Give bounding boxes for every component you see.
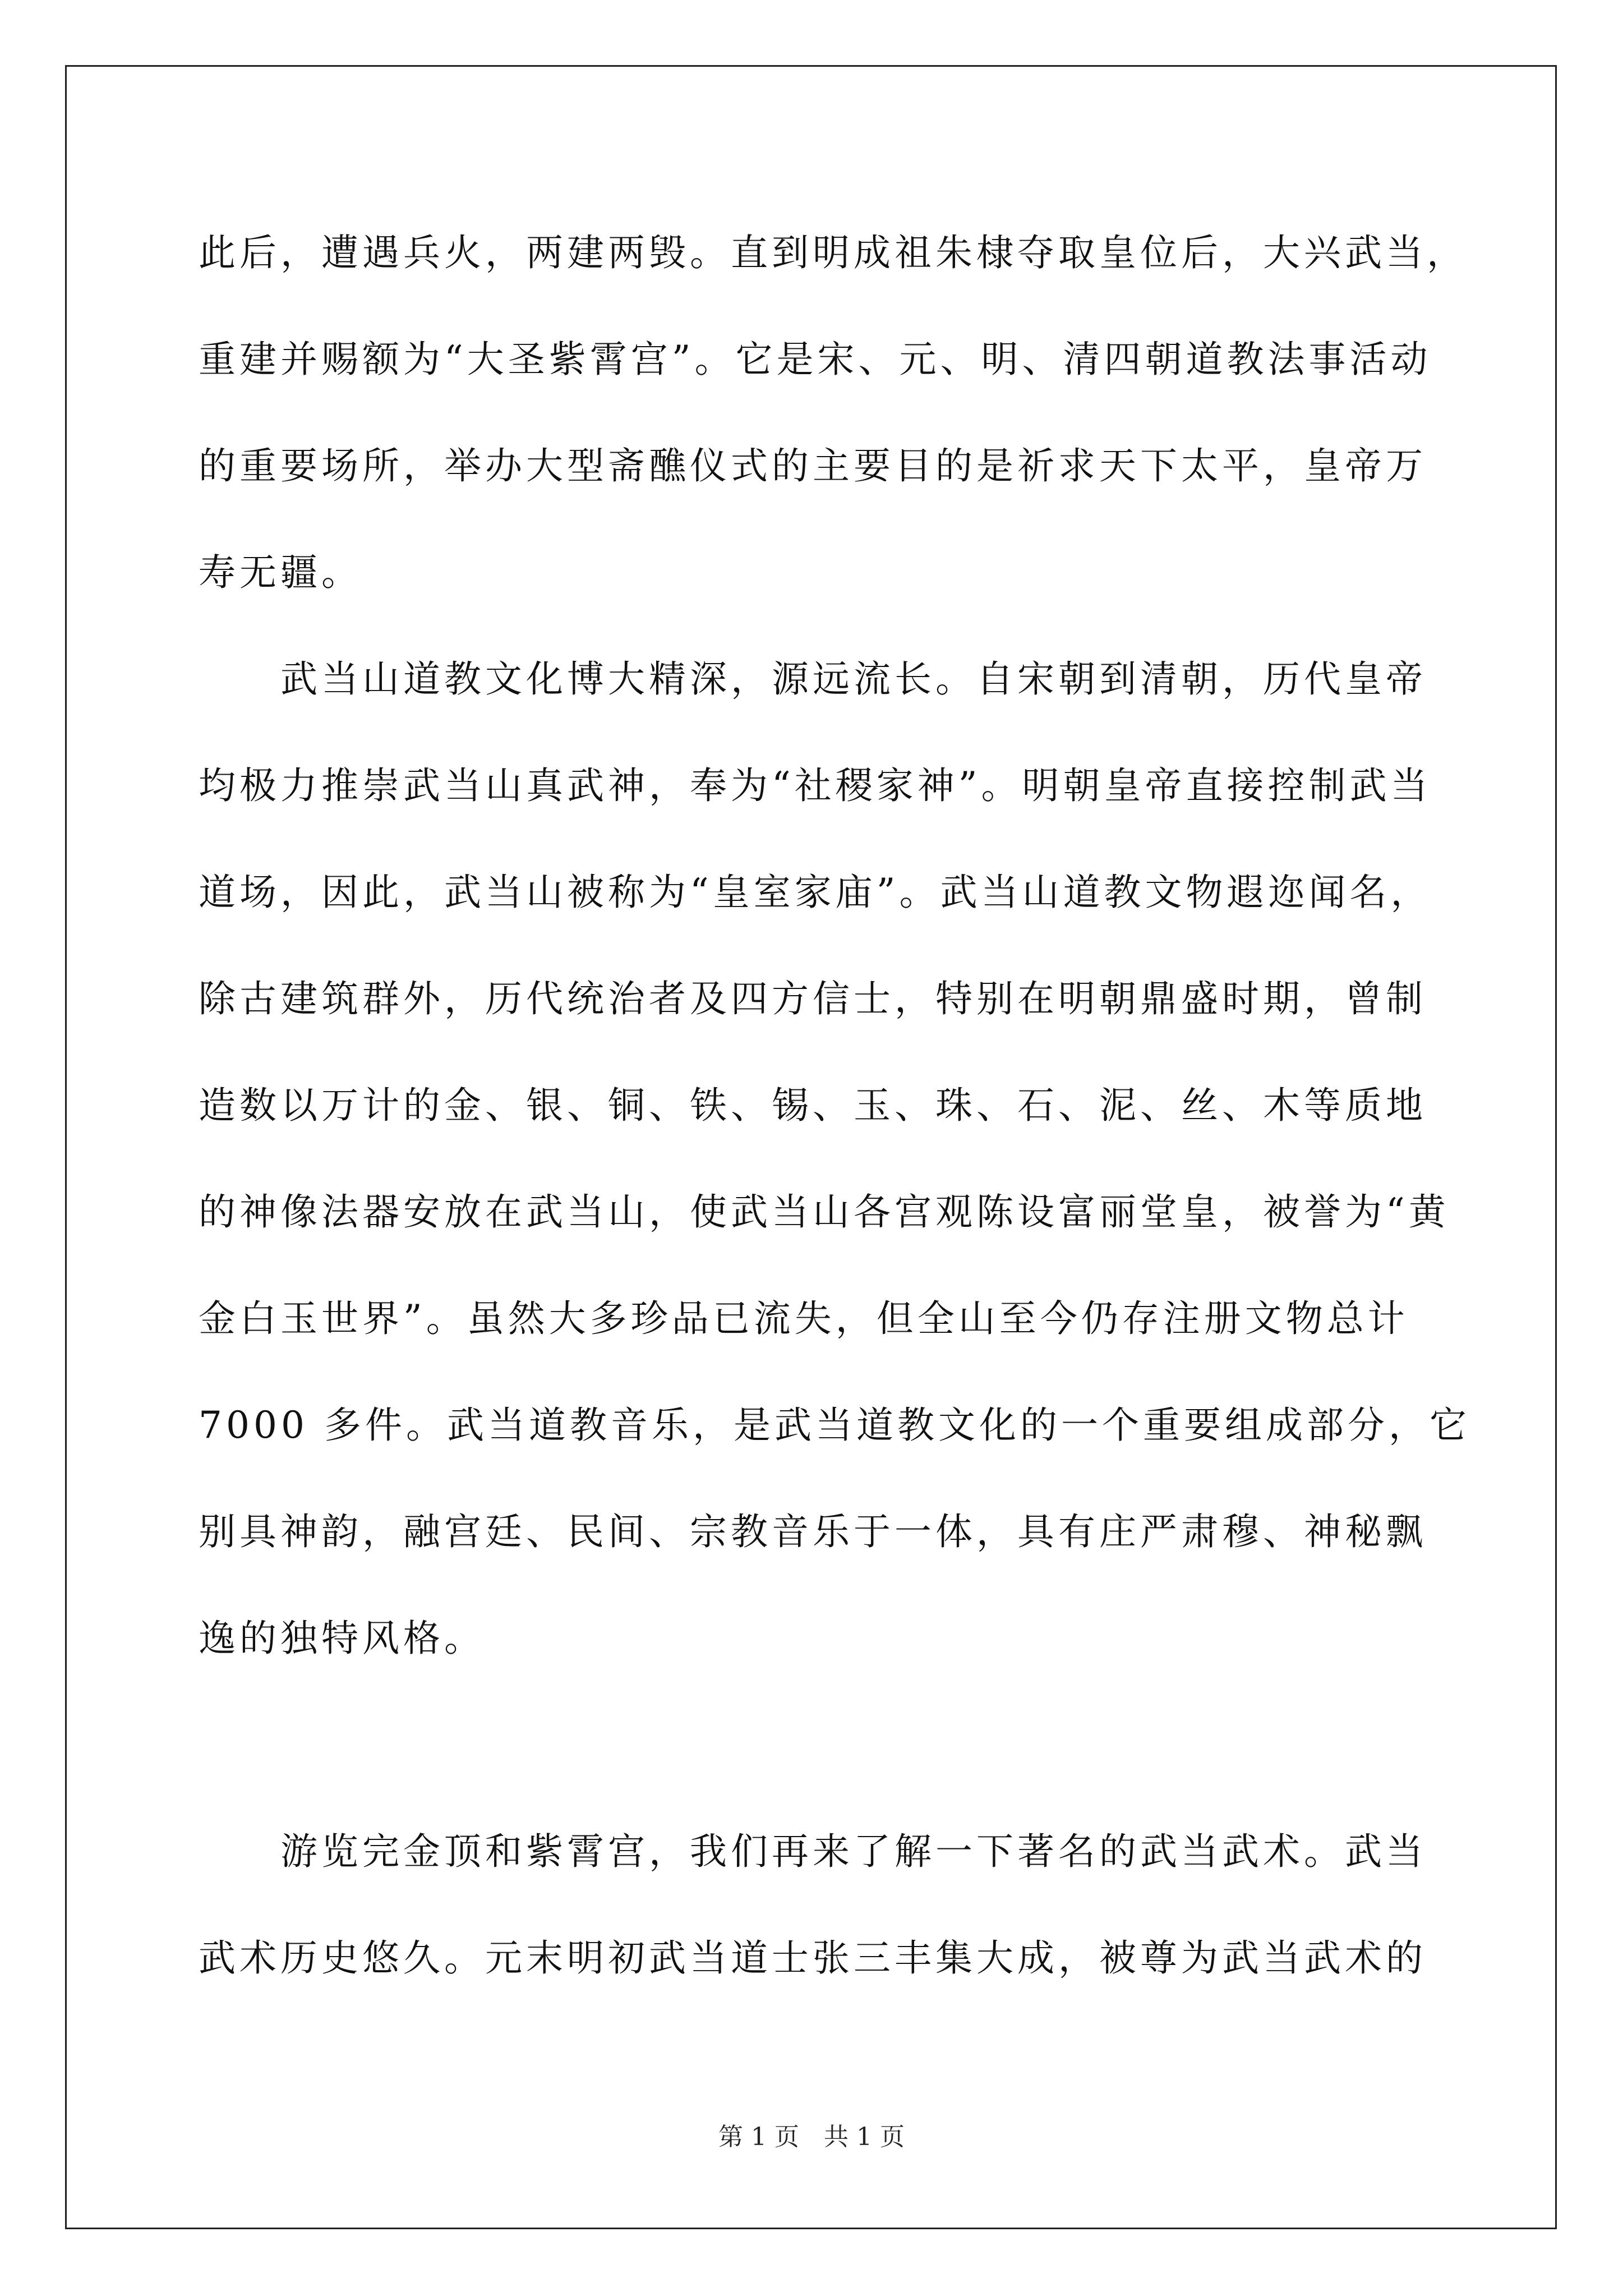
paragraph-gap	[199, 1692, 1432, 1798]
text-line: 别具神韵，融宫廷、民间、宗教音乐于一体，具有庄严肃穆、神秘飘	[199, 1510, 1427, 1553]
text-line: 金白玉世界”。虽然大多珍品已流失，但全山至今仍存注册文物总计	[199, 1297, 1409, 1340]
text-line: 除古建筑群外，历代统治者及四方信士，特别在明朝鼎盛时期，曾制	[199, 977, 1427, 1020]
text-line: 的重要场所，举办大型斋醮仪式的主要目的是祈求天下太平，皇帝万	[199, 444, 1427, 487]
text-line: 武当山道教文化博大精深，源远流长。自宋朝到清朝，历代皇帝	[280, 657, 1427, 701]
text-line: 道场，因此，武当山被称为“皇室家庙”。武当山道教文物遐迩闻名，	[199, 871, 1432, 914]
text-line: 重建并赐额为“大圣紫霄宫”。它是宋、元、明、清四朝道教法事活动	[199, 338, 1432, 381]
text-line: 游览完金顶和紫霄宫，我们再来了解一下著名的武当武术。武当	[280, 1830, 1427, 1873]
text-line: 的神像法器安放在武当山，使武当山各宫观陈设富丽堂皇，被誉为“黄	[199, 1190, 1450, 1234]
page-footer: 第 1 页 共 1 页	[718, 2123, 905, 2151]
paragraph-2	[199, 626, 1470, 1692]
text-line: 寿无疆。	[199, 551, 362, 594]
text-line: 7000 多件。武当道教音乐，是武当道教文化的一个重要组成部分，它	[199, 1404, 1470, 1447]
paragraph-3	[199, 1798, 1432, 2012]
text-line: 此后，遭遇兵火，两建两毁。直到明成祖朱棣夺取皇位后，大兴武当，	[199, 231, 1468, 274]
text-line: 武术历史悠久。元末明初武当道士张三丰集大成，被尊为武当武术的	[199, 1936, 1427, 1980]
text-line: 均极力推崇武当山真武神，奉为“社稷家神”。明朝皇帝直接控制武当	[199, 764, 1432, 807]
text-line: 逸的独特风格。	[199, 1617, 485, 1660]
paragraph-1	[199, 200, 1468, 626]
document-body	[199, 200, 1470, 2012]
text-line: 造数以万计的金、银、铜、铁、锡、玉、珠、石、泥、丝、木等质地	[199, 1084, 1427, 1127]
